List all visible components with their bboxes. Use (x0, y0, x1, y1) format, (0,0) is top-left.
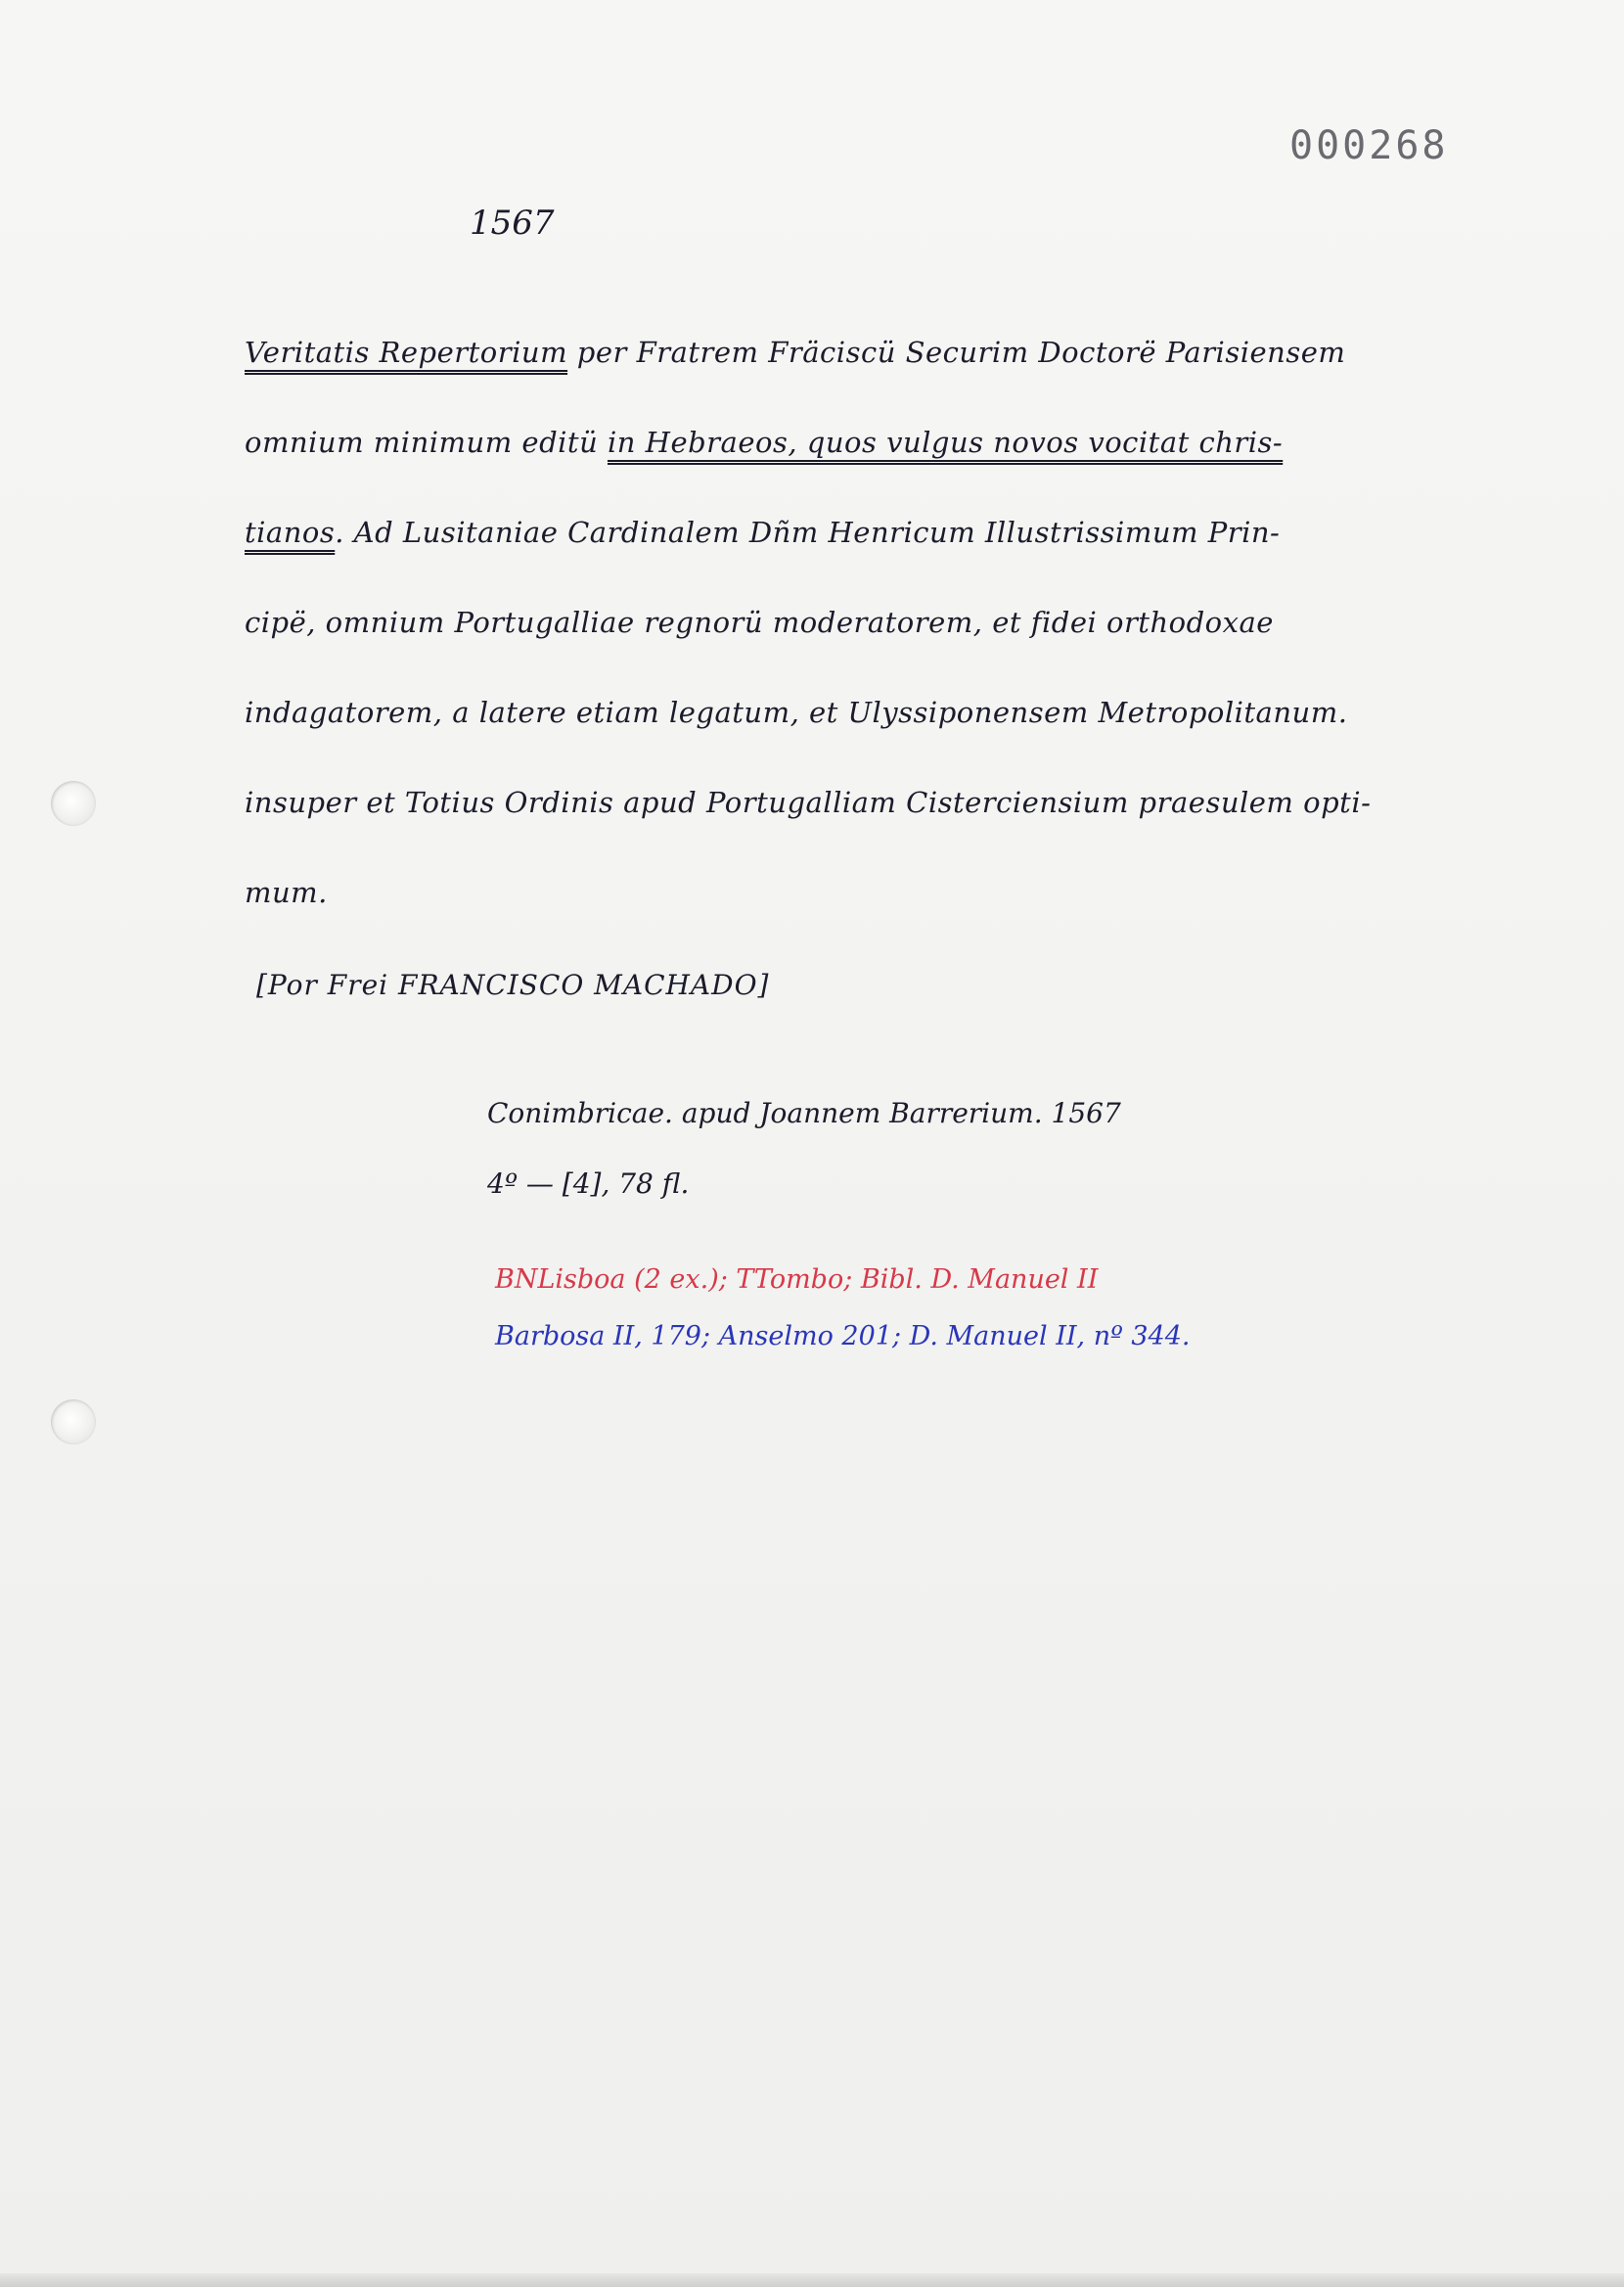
punch-hole (51, 781, 96, 826)
title-text: omnium minimum editü (245, 426, 608, 459)
punch-hole (51, 1399, 96, 1444)
imprint (487, 1094, 1121, 1235)
title-underlined: tianos (245, 516, 336, 549)
title-line-5: indagatorem, a latere etiam legatum, et Ulyssiponensem Metropolitanum. (245, 696, 1348, 729)
title-line-7: mum. (245, 876, 328, 909)
title-text: . Ad Lusitaniae Cardinalem Dñm Henricum Illustrissimum Prin- (335, 516, 1281, 549)
reference-number: 000268 (1289, 123, 1449, 168)
bibliographic-references: Barbosa II, 179; Anselmo 201; D. Manuel II, nº 344. (495, 1321, 1191, 1351)
title-block (245, 333, 1419, 963)
title-line-4: cipë, omnium Portugalliae regnorü moderatorem, et fidei orthodoxae (245, 606, 1274, 639)
page-bottom-edge (0, 2273, 1624, 2287)
holdings-block (495, 1260, 1191, 1374)
title-underlined: Veritatis Repertorium (245, 336, 568, 369)
publication-year: 1567 (470, 204, 555, 243)
imprint-place-printer-date: Conimbricae. apud Joannem Barrerium. 1567 (487, 1097, 1121, 1129)
title-text: per Fratrem Fräciscü Securim Doctorë Parisiensem (567, 336, 1346, 369)
imprint-collation: 4º — [4], 78 fl. (487, 1167, 690, 1200)
holdings-locations: BNLisboa (2 ex.); TTombo; Bibl. D. Manuel II (495, 1264, 1099, 1295)
title-underlined: in Hebraeos, quos vulgus novos vocitat chris- (607, 426, 1284, 459)
title-line-6: insuper et Totius Ordinis apud Portugalliam Cisterciensium praesulem opti- (245, 786, 1372, 819)
title-line-2 (245, 423, 1419, 513)
author-attribution: [Por Frei FRANCISCO MACHADO] (256, 969, 770, 1001)
title-line-3 (245, 513, 1419, 603)
title-line-1 (245, 333, 1419, 423)
